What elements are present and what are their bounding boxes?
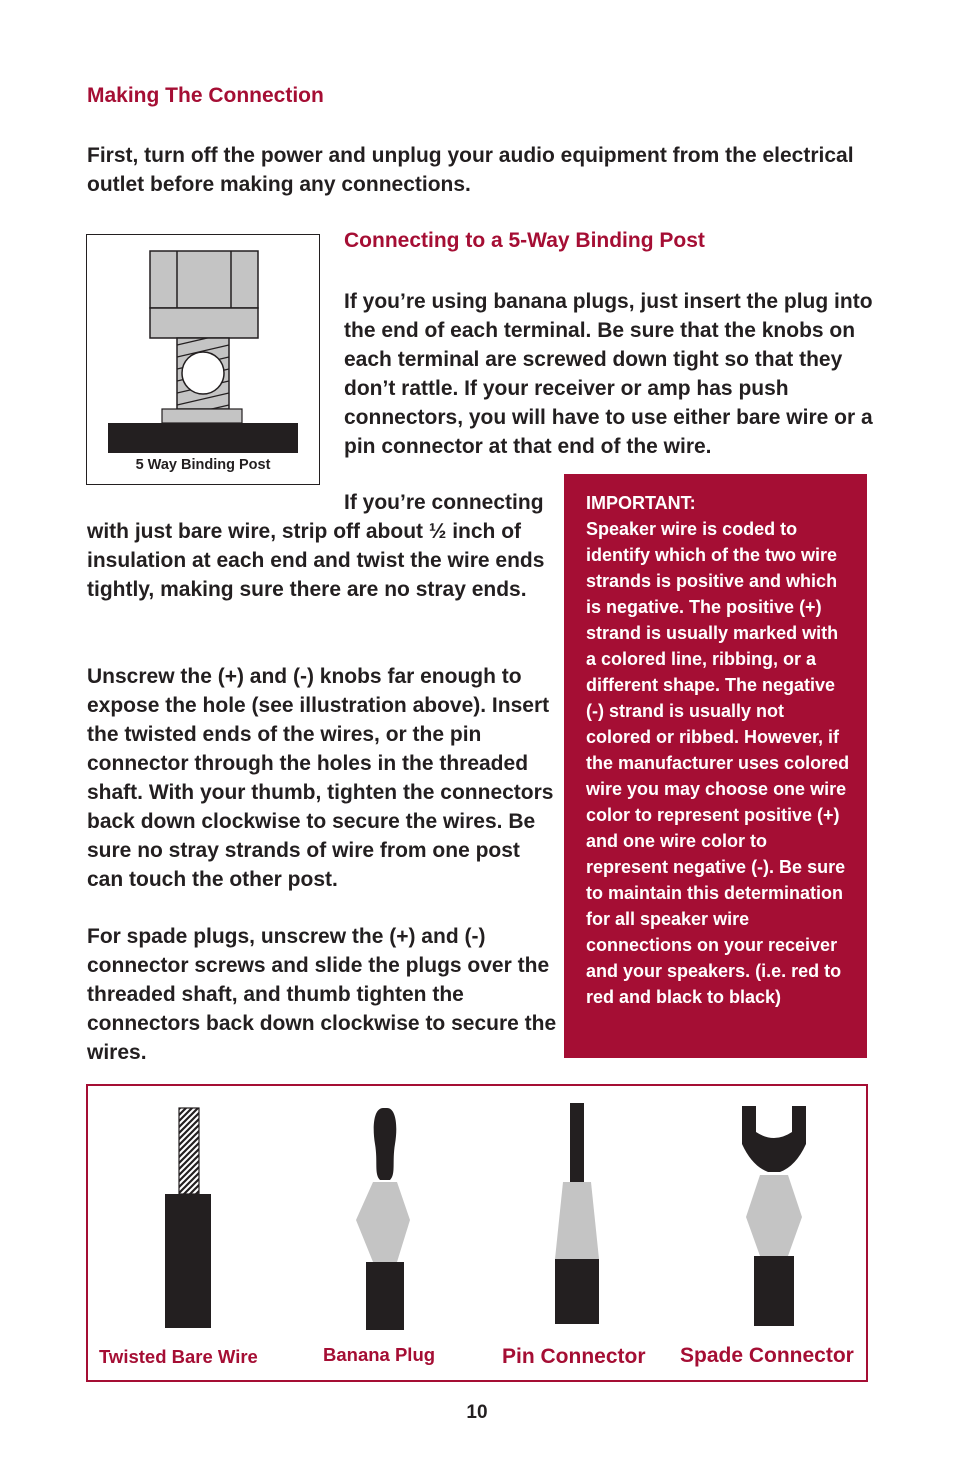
binding-post-illustration [87,235,319,455]
binding-post-caption: 5 Way Binding Post [135,457,271,473]
important-title: IMPORTANT: [586,493,696,513]
page-number: 10 [466,1402,488,1423]
binding-post-heading: Connecting to a 5-Way Binding Post [344,229,705,252]
bare-wire-paragraph: with just bare wire, strip off about ½ inch of insulation at each end and twist the wire ends tightly, making sure there are no stray ends. [87,520,545,601]
unscrew-paragraph: Unscrew the (+) and (-) knobs far enough to expose the hole (see illustration above). Insert the twisted ends of the wires, or the pin connector through the holes in the threaded shaft. With your thumb, tighten the connectors back down clockwise to secure the wires. Be sure no stray strands of wire from one post can touch the other post. [87,665,554,891]
intro-paragraph: First, turn off the power and unplug your audio equipment from the electrical outlet before making any connections. [87,144,854,196]
spade-connector-label: Spade Connector [680,1344,854,1367]
binding-post-figure [86,234,320,485]
section-heading: Making The Connection [87,84,324,107]
pin-connector-illustration [555,1103,599,1324]
bare-wire-paragraph-start: If you’re connecting [344,491,544,514]
important-text: Speaker wire is coded to identify which of the two wire strands is positive and which is negative. The positive (+) strand is usually marked with a colored line, ribbing, or a different shape. The negative (-) strand is usually not colored or ribbed. However, if the manufacturer uses colored wire you may choose one wire color to represent positive (+) and one wire color to represent negative (-). Be sure to maintain this determination for all speaker wire connections on your receiver and your speakers. (i.e. red to red and black to black) [586,519,850,1007]
twisted-bare-wire-illustration [165,1108,211,1328]
twisted-bare-wire-label: Twisted Bare Wire [99,1346,258,1367]
spade-plug-paragraph: For spade plugs, unscrew the (+) and (-) connector screws and slide the plugs over the threaded shaft, and thumb tighten the connectors back down clockwise to secure the wires. [87,925,557,1064]
spade-connector-illustration [742,1106,806,1326]
banana-plug-paragraph: If you’re using banana plugs, just insert the plug into the end of each terminal. Be sure that the knobs on each terminal are screwed down tight so that they don’t rattle. If your receiver or amp has push connectors, you will have to use either bare wire or a pin connector at that end of the wire. [344,290,873,458]
important-callout [564,474,867,1058]
banana-plug-label: Banana Plug [323,1344,436,1365]
pin-connector-label: Pin Connector [502,1345,646,1368]
banana-plug-illustration [356,1108,410,1330]
connector-types-figure [86,1084,868,1382]
connector-illustrations [88,1086,866,1380]
